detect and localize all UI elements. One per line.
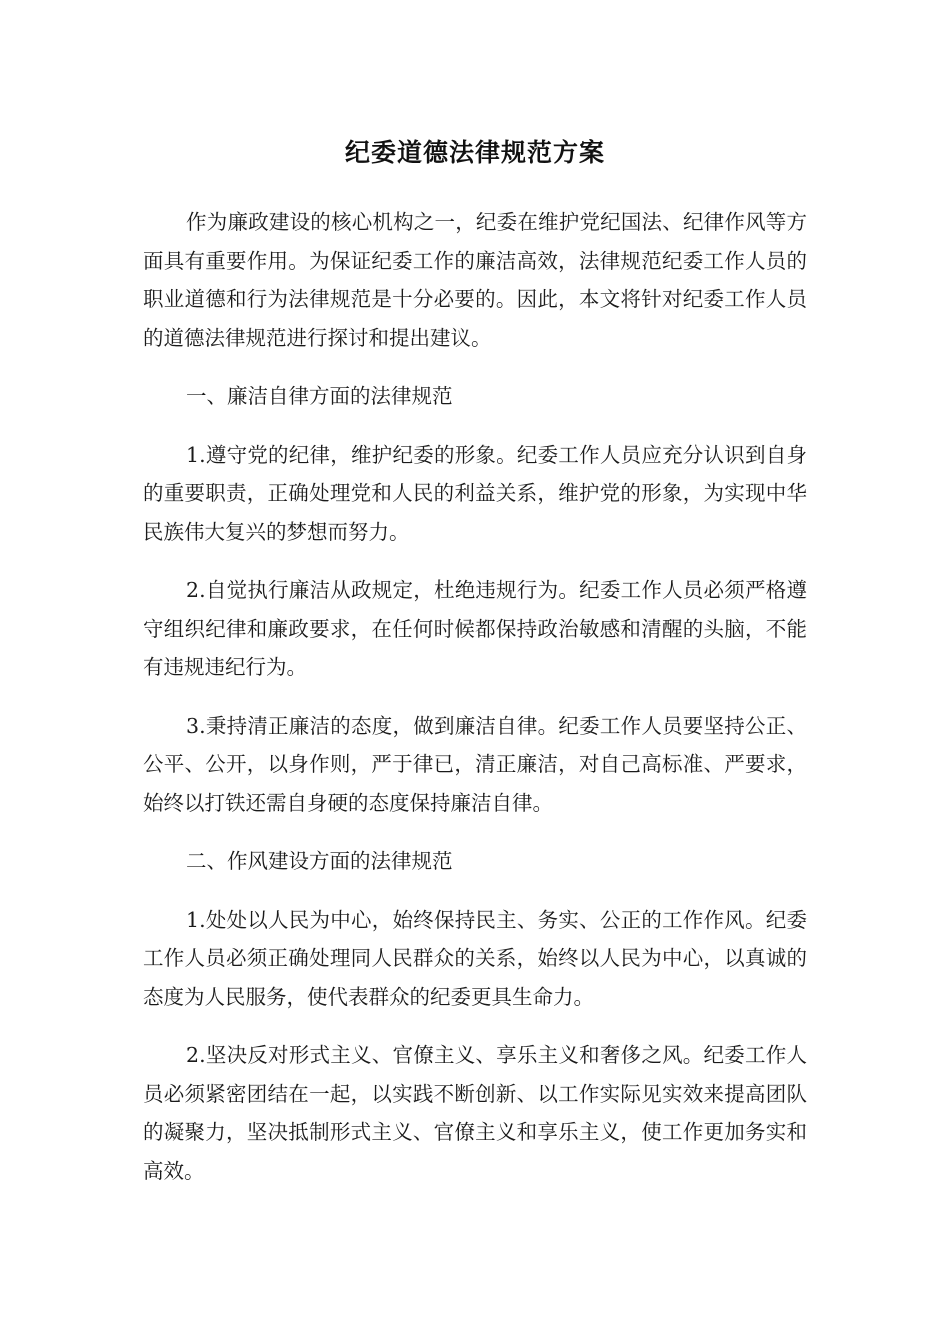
paragraph-work-style-1: 1.处处以人民为中心，始终保持民主、务实、公正的工作作风。纪委工作人员必须正确处理同人民群众的关系，始终以人民为中心，以真诚的态度为人民服务，使代表群众的纪委更具生命力。 xyxy=(143,907,807,1009)
intro-paragraph: 作为廉政建设的核心机构之一，纪委在维护党纪国法、纪律作风等方面具有重要作用。为保证纪委工作的廉洁高效，法律规范纪委工作人员的职业道德和行为法律规范是十分必要的。因此，本文将针对纪委工作人员的道德法律规范进行探讨和提出建议。 xyxy=(143,210,807,350)
paragraph-integrity-2: 2.自觉执行廉洁从政规定，杜绝违规行为。纪委工作人员必须严格遵守组织纪律和廉政要求，在任何时候都保持政治敏感和清醒的头脑，不能有违规违纪行为。 xyxy=(143,578,807,679)
section-heading-integrity: 一、廉洁自律方面的法律规范 xyxy=(186,384,453,408)
paragraph-integrity-1: 1.遵守党的纪律，维护纪委的形象。纪委工作人员应充分认识到自身的重要职责，正确处理党和人民的利益关系，维护党的形象，为实现中华民族伟大复兴的梦想而努力。 xyxy=(143,442,807,544)
section-heading-work-style: 二、作风建设方面的法律规范 xyxy=(186,849,453,873)
document-body xyxy=(143,203,807,1210)
paragraph-integrity-3: 3.秉持清正廉洁的态度，做到廉洁自律。纪委工作人员要坚持公正、公平、公开，以身作则，严于律已，清正廉洁，对自己高标准、严要求，始终以打铁还需自身硬的态度保持廉洁自律。 xyxy=(143,713,807,815)
paragraph-work-style-2: 2.坚决反对形式主义、官僚主义、享乐主义和奢侈之风。纪委工作人员必须紧密团结在一起，以实践不断创新、以工作实际见实效来提高团队的凝聚力，坚决抵制形式主义、官僚主义和享乐主义，使工作更加务实和高效。 xyxy=(143,1043,807,1183)
document-title: 纪委道德法律规范方案 xyxy=(344,138,605,167)
